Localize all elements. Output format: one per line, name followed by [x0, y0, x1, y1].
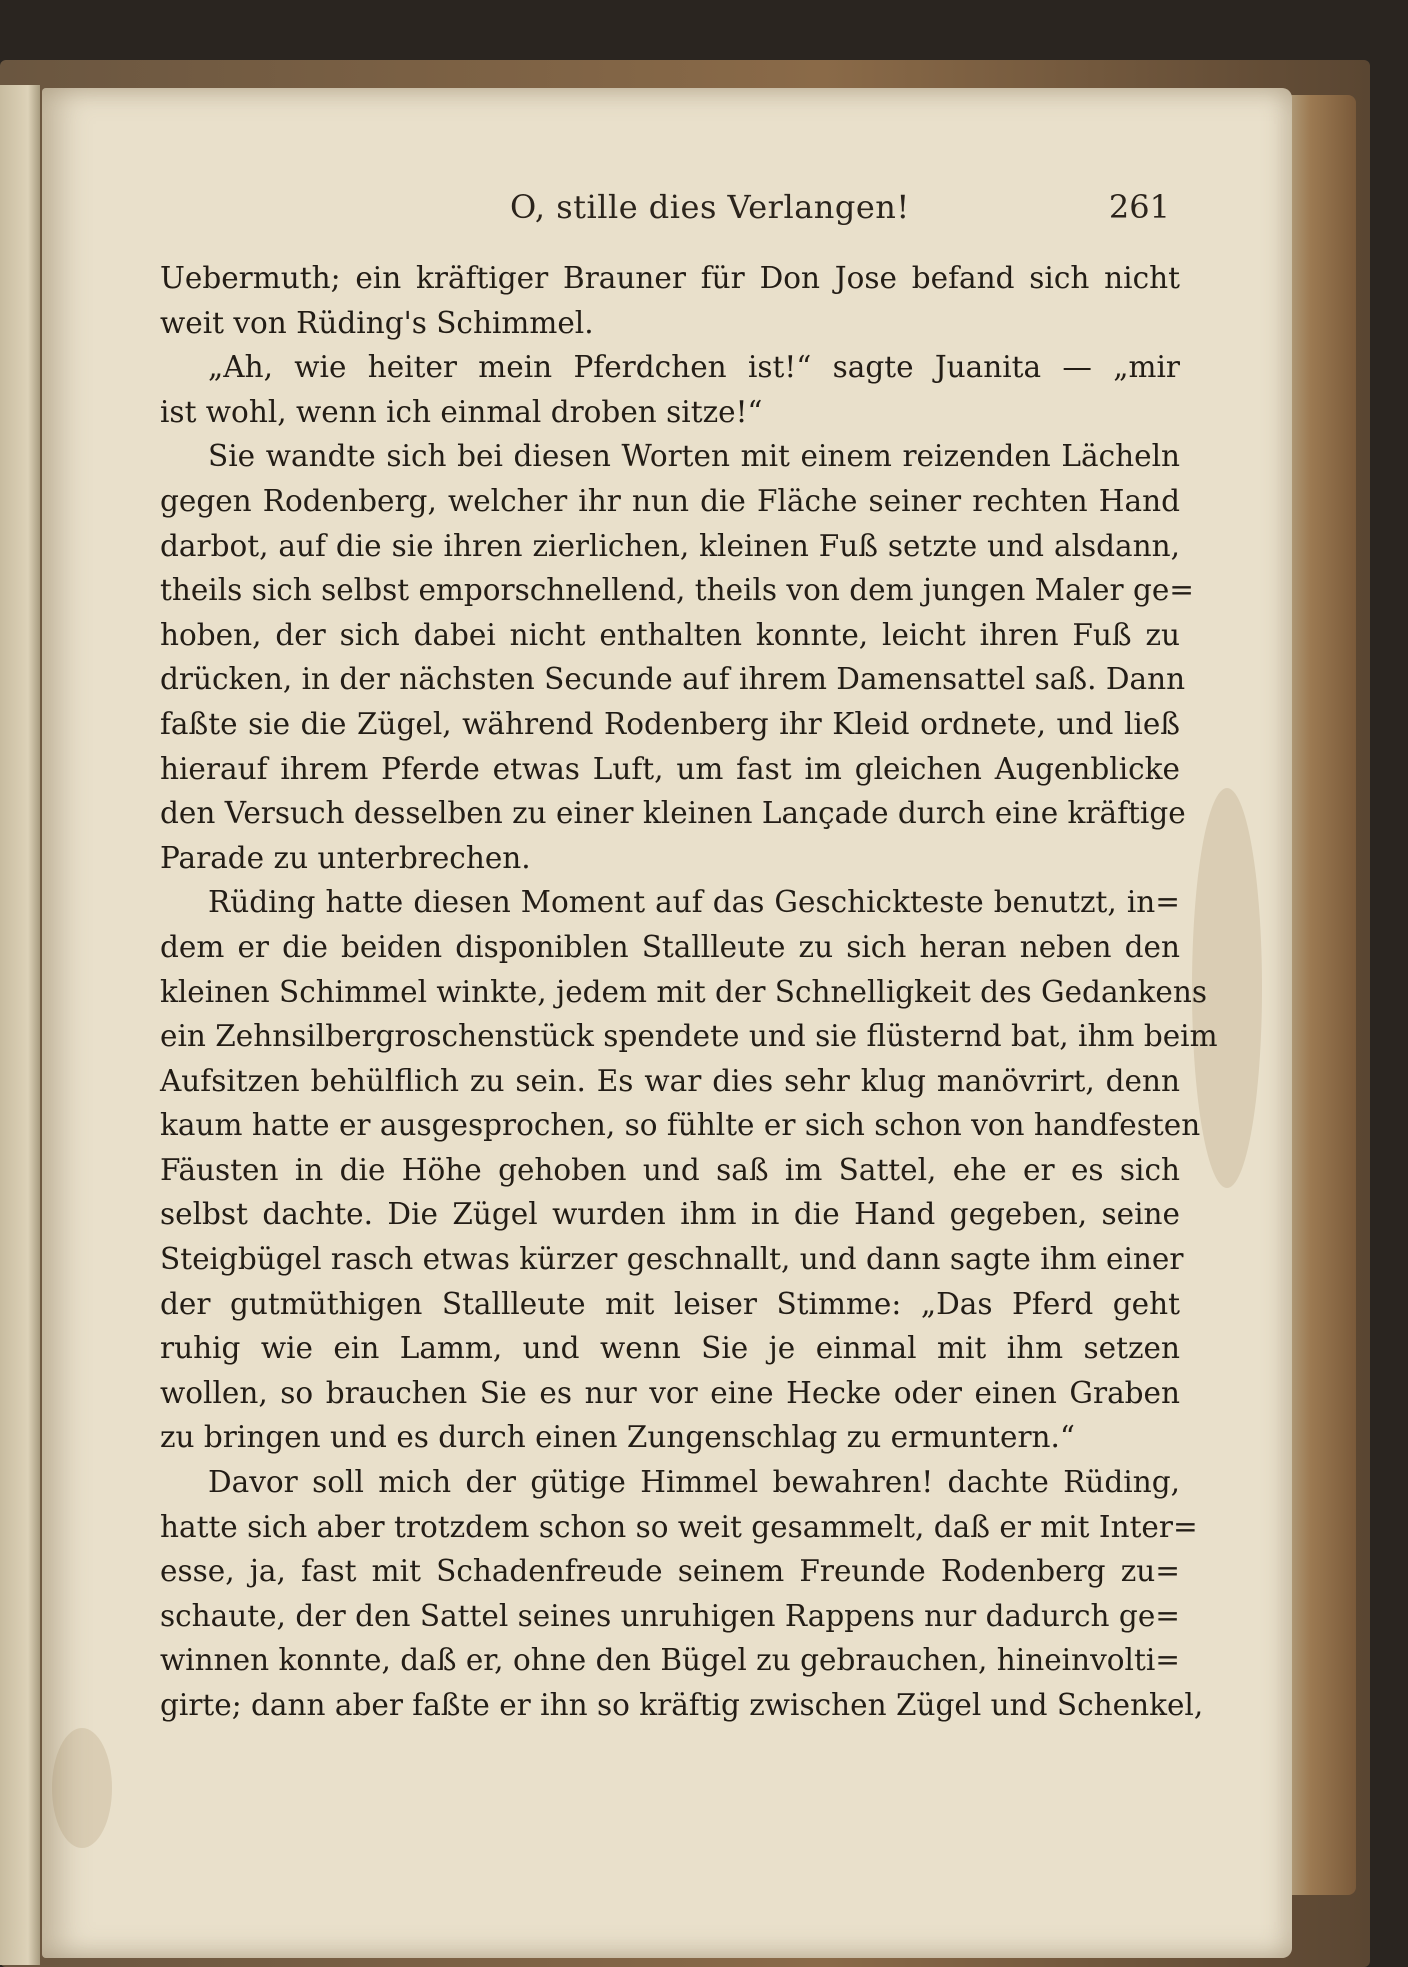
text-line: zu bringen und es durch einen Zungenschlag zu ermuntern.“ [160, 1420, 1076, 1455]
text-line: wollen, so brauchen Sie es nur vor eine Hecke oder einen Graben [160, 1375, 1180, 1410]
text-line: kleinen Schimmel winkte, jedem mit der Schnelligkeit des Gedankens [160, 974, 1208, 1009]
text-line: darbot, auf die sie ihren zierlichen, kleinen Fuß setzte und alsdann, [160, 528, 1180, 563]
text-line: esse, ja, fast mit Schadenfreude seinem Freunde Rodenberg zu= [160, 1554, 1180, 1589]
text-line: faßte sie die Zügel, während Rodenberg ihr Kleid ordnete, und ließ [160, 706, 1180, 741]
text-line: Uebermuth; ein kräftiger Brauner für Don Jose befand sich nicht [160, 261, 1180, 295]
text-line: schaute, der den Sattel seines unruhigen Rappens nur dadurch ge= [160, 1598, 1180, 1633]
text-line: „Ah, wie heiter mein Pferdchen ist!“ sagte Juanita — „mir [208, 350, 1180, 385]
text-line: drücken, in der nächsten Secunde auf ihrem Damensattel saß. Dann [160, 662, 1186, 697]
text-line: ist wohl, wenn ich einmal droben sitze!“ [160, 394, 763, 429]
text-line: Steigbügel rasch etwas kürzer geschnallt, und dann sagte ihm einer [160, 1242, 1184, 1277]
text-line: weit von Rüding's Schimmel. [160, 305, 594, 340]
text-line: hoben, der sich dabei nicht enthalten konnte, leicht ihren Fuß zu [160, 617, 1180, 652]
text-line: gegen Rodenberg, welcher ihr nun die Fläche seiner rechten Hand [160, 483, 1180, 518]
text-line: Sie wandte sich bei diesen Worten mit einem reizenden Lächeln [208, 439, 1180, 474]
text-line: kaum hatte er ausgesprochen, so fühlte er sich schon von handfesten [160, 1108, 1201, 1143]
text-line: hatte sich aber trotzdem schon so weit gesammelt, daß er mit Inter= [160, 1509, 1198, 1544]
text-line: ruhig wie ein Lamm, und wenn Sie je einmal mit ihm setzen [160, 1331, 1180, 1366]
text-line: den Versuch desselben zu einer kleinen Lançade durch eine kräftige [160, 796, 1186, 831]
text-line: Parade zu unterbrechen. [160, 840, 531, 875]
text-line: Aufsitzen behülflich zu sein. Es war dies sehr klug manövrirt, denn [160, 1063, 1180, 1098]
text-line: hierauf ihrem Pferde etwas Luft, um fast im gleichen Augenblicke [160, 751, 1180, 786]
text-line: theils sich selbst emporschnellend, theils von dem jungen Maler ge= [160, 573, 1194, 608]
text-line: dem er die beiden disponiblen Stallleute zu sich heran neben den [160, 929, 1180, 964]
page-header [170, 188, 1170, 238]
paper-stain [52, 1728, 112, 1848]
text-line: winnen konnte, daß er, ohne den Bügel zu gebrauchen, hineinvolti= [160, 1643, 1180, 1678]
text-line: Rüding hatte diesen Moment auf das Geschickteste benutzt, in= [208, 885, 1180, 920]
running-title: O, stille dies Verlangen! [510, 188, 910, 226]
book-page [42, 88, 1292, 1958]
text-line: ein Zehnsilbergroschenstück spendete und sie flüsternd bat, ihm beim [160, 1019, 1218, 1054]
page-number: 261 [1108, 188, 1170, 226]
text-line: Fäusten in die Höhe gehoben und saß im Sattel, ehe er es sich [160, 1152, 1180, 1187]
body-text [160, 256, 1218, 1728]
left-page-edge [0, 85, 40, 1965]
text-line: Davor soll mich der gütige Himmel bewahren! dachte Rüding, [208, 1465, 1180, 1500]
text-line: girte; dann aber faßte er ihn so kräftig zwischen Zügel und Schenkel, [160, 1688, 1204, 1722]
text-line: der gutmüthigen Stallleute mit leiser Stimme: „Das Pferd geht [160, 1286, 1180, 1321]
text-line: selbst dachte. Die Zügel wurden ihm in die Hand gegeben, seine [160, 1197, 1180, 1232]
